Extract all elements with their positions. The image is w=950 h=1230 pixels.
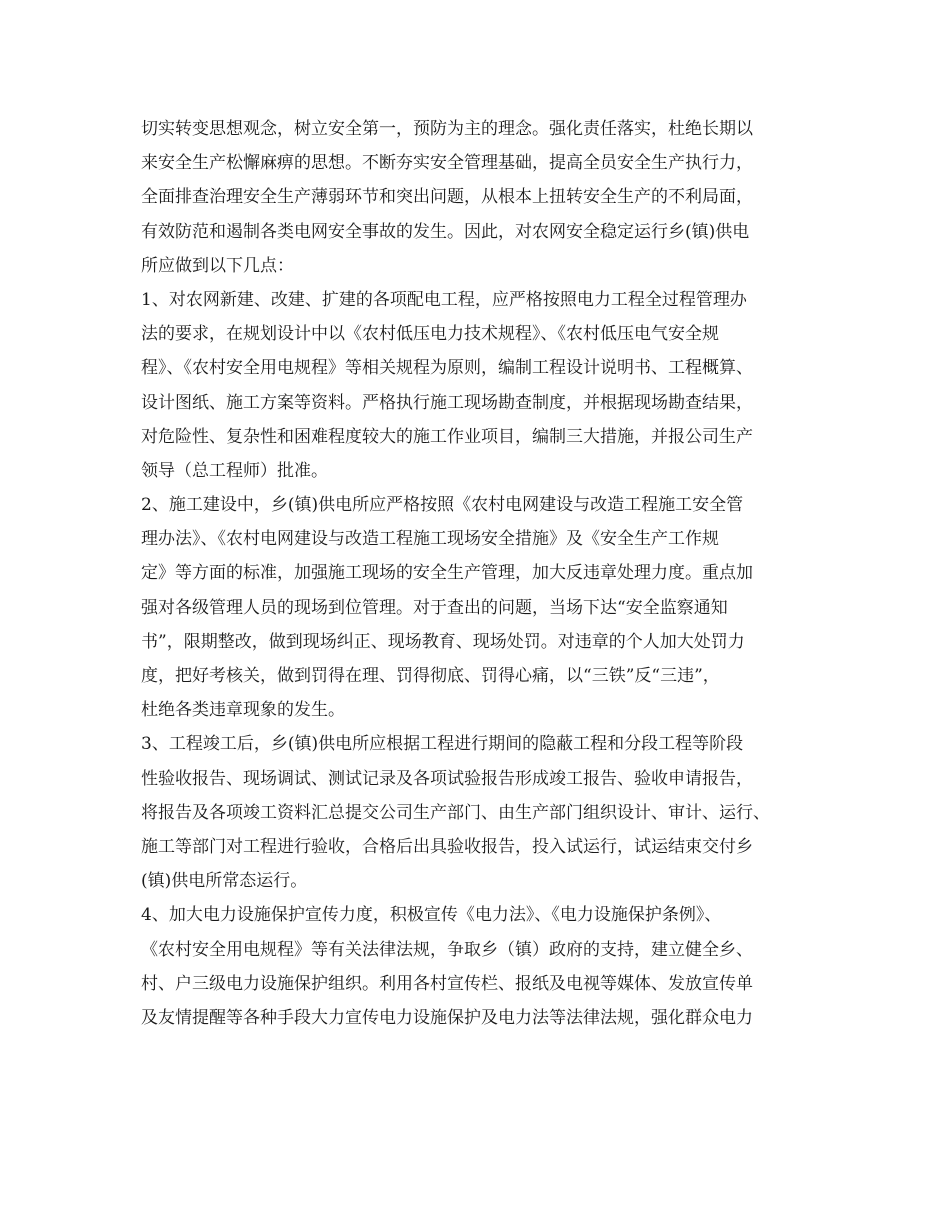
text-line: 定》等方面的标准，加强施工现场的安全生产管理，加大反违章处理力度。重点加 xyxy=(141,563,753,584)
text-line: 法的要求，在规划设计中以《农村低压电力技术规程》、《农村低压电气安全规 xyxy=(141,324,719,345)
text-line: 及友情提醒等各种手段大力宣传电力设施保护及电力法等法律法规，强化群众电力 xyxy=(141,1007,753,1028)
text-line: 有效防范和遏制各类电网安全事故的发生。因此，对农网安全稳定运行乡(镇)供电 xyxy=(141,221,750,242)
text-line: 4、加大电力设施保护宣传力度，积极宣传《电力法》、《电力设施保护条例》、 xyxy=(141,905,722,926)
text-line: 领导（总工程师）批准。 xyxy=(141,460,328,481)
text-line: 强对各级管理人员的现场到位管理。对于查出的问题，当场下达“安全监察通知 xyxy=(141,597,728,618)
text-line: 施工等部门对工程进行验收，合格后出具验收报告，投入试运行，试运结束交付乡 xyxy=(141,836,753,857)
text-line: 村、户三级电力设施保护组织。利用各村宣传栏、报纸及电视等媒体、发放宣传单 xyxy=(141,973,753,994)
text-line: 书”，限期整改，做到现场纠正、现场教育、现场处罚。对违章的个人加大处罚力 xyxy=(141,631,745,652)
text-line: 将报告及各项竣工资料汇总提交公司生产部门、由生产部门组织设计、审计、运行、 xyxy=(141,802,770,823)
text-line: 所应做到以下几点： xyxy=(141,255,294,276)
text-line: 切实转变思想观念，树立安全第一，预防为主的理念。强化责任落实，杜绝长期以 xyxy=(141,119,753,139)
text-line: 度，把好考核关，做到罚得在理、罚得彻底、罚得心痛，以“三铁”反“三违”， xyxy=(141,666,720,686)
text-line: 1、对农网新建、改建、扩建的各项配电工程，应严格按照电力工程全过程管理办 xyxy=(141,289,747,310)
body-text xyxy=(141,112,831,1035)
text-line: 2、施工建设中，乡(镇)供电所应严格按照《农村电网建设与改造工程施工安全管 xyxy=(141,495,744,516)
text-line: 程》、《农村安全用电规程》等相关规程为原则，编制工程设计说明书、工程概算、 xyxy=(141,358,753,379)
text-line: 3、工程竣工后，乡(镇)供电所应根据工程进行期间的隐蔽工程和分段工程等阶段 xyxy=(141,734,744,755)
text-line: 全面排查治理安全生产薄弱环节和突出问题，从根本上扭转安全生产的不利局面， xyxy=(141,187,753,208)
text-line: 性验收报告、现场调试、测试记录及各项试验报告形成竣工报告、验收申请报告， xyxy=(141,768,753,789)
text-line: 来安全生产松懈麻痹的思想。不断夯实安全管理基础，提高全员安全生产执行力， xyxy=(141,153,753,174)
text-line: (镇)供电所常态运行。 xyxy=(141,871,308,892)
text-line: 《农村安全用电规程》等有关法律法规，争取乡（镇）政府的支持，建立健全乡、 xyxy=(141,939,753,960)
text-line: 杜绝各类违章现象的发生。 xyxy=(141,700,345,721)
text-line: 设计图纸、施工方案等资料。严格执行施工现场勘查制度，并根据现场勘查结果， xyxy=(141,392,753,413)
text-line: 对危险性、复杂性和困难程度较大的施工作业项目，编制三大措施，并报公司生产 xyxy=(141,426,753,447)
text-line: 理办法》、《农村电网建设与改造工程施工现场安全措施》及《安全生产工作规 xyxy=(141,529,719,550)
